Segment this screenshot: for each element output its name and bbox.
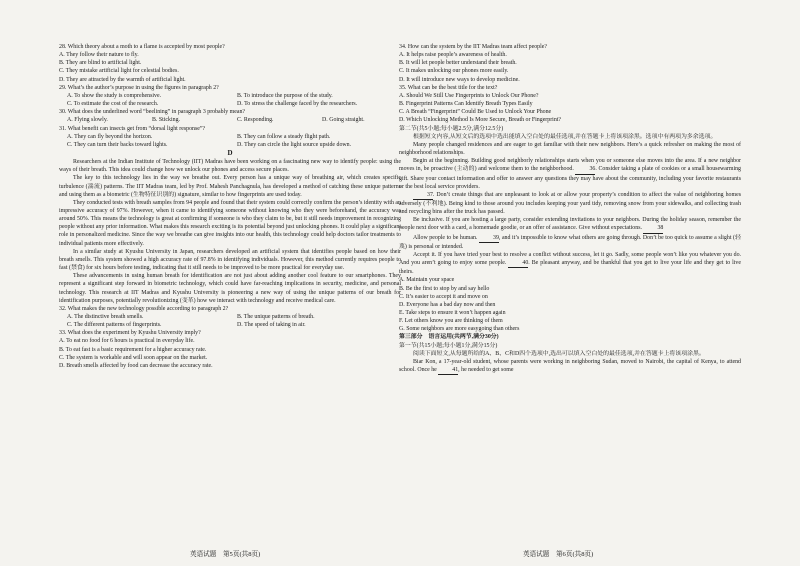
blank-37: 37 xyxy=(413,191,433,200)
option: E. Take steps to ensure it won’t happen again xyxy=(399,310,506,316)
question-35 xyxy=(399,84,741,125)
question-stem: 32. What makes the new technology possible according to paragraph 2? xyxy=(59,305,229,312)
option: F. Let others know you are thinking of them xyxy=(399,318,503,325)
option: D. Everyone has a bad day now and then xyxy=(399,301,496,308)
paragraph: The key to this technology lies in the way we breathe out. Every person has a unique way of breathing air, which creates specific turbulence (湍流) patterns. The IIT Madras team, led by Prof. Mahesh Panchagnula, has developed a method of catching these unique patterns and using them as a biometric (生物特征识别的) signature, similar to how fingerprints are used today. xyxy=(59,175,401,198)
paragraph xyxy=(399,216,741,233)
option: D. It will introduce new ways to develop medicine. xyxy=(399,76,520,83)
question-34 xyxy=(399,43,741,84)
paragraph: They conducted tests with breath samples from 94 people and found that their system could correctly confirm the person’s identity with an impressive accuracy of 97%. However, when it came to identifying someone without knowing who they were beforehand, the accuracy was around 50%. This means the technology is great at confirming if someone is who they claim to be, but it still needs improvement in recognizing people without any prior information. What makes this research exciting is its potential beyond just unlocking phones. It could play a significant role in personalized medicine. Since the way we breathe can give insights into our health, this technology could help doctors tailor treatments to individual patients more effectively. xyxy=(59,199,401,247)
option: A. Should We Still Use Fingerprints to Unlock Our Phone? xyxy=(399,92,539,99)
section-heading: 第二节(共5小题;每小题2.5分,满分12.5分) xyxy=(399,125,504,132)
option: D. Which Unlocking Method Is More Secure, Breath or Fingerprint? xyxy=(399,117,562,124)
option: A. Flying slowly. xyxy=(67,117,108,124)
question-stem: 31. What benefit can insects get from “dorsal light response”? xyxy=(59,125,206,132)
option: D. They can circle the light source upside down. xyxy=(237,141,352,148)
section-instruction: 阅读下面短文,从每题所给的A、B、C和D四个选项中,选出可以填入空白处的最佳选项,并在答题卡上将该项涂黑。 xyxy=(413,350,705,357)
option: C. They mistake artificial light for celestial bodies. xyxy=(59,68,179,75)
question-32 xyxy=(59,305,401,329)
option: B. To introduce the purpose of the study. xyxy=(237,92,333,99)
option: A. It helps raise people’s awareness of health. xyxy=(399,52,507,59)
paragraph-text: Begin at the beginning. Building good neighborly relationships starts when you or someone else moves into the area. If a new neighbor moves in, be proactive (主动的) and welcome them to the neighborhood. xyxy=(399,158,741,173)
paragraph-text: , and it’s impossible to know what others are going through. Don’t be too quick to assume a slight (轻蔑) is personal or intended. xyxy=(399,234,741,250)
option: C. It’s easier to accept it and move on xyxy=(399,293,488,300)
question-30 xyxy=(59,108,401,124)
paragraph-text: Accept it. If you have tried your best to resolve a conflict without success, let it go. Sadly, some people won’t like you whatever you do. And you aren’t going to enjoy some people. xyxy=(399,251,741,267)
option: B. Fingerprint Patterns Can Identify Breath Types Easily xyxy=(399,101,533,108)
question-33 xyxy=(59,329,401,370)
option: C. The system is workable and will soon appear on the market. xyxy=(59,354,208,361)
paragraph xyxy=(399,358,741,375)
option: D. Going straight. xyxy=(322,117,365,124)
passage-title: D xyxy=(227,149,233,158)
option: D. To stress the challenge faced by the researchers. xyxy=(237,101,358,108)
page-footer: 英语试题 第5页(共8页) xyxy=(190,551,261,558)
section-instruction: 根据短文内容,从短文后的选项中选出能填入空白处的最佳选项,并在答题卡上将该项涂黑。选项中有两项为多余选项。 xyxy=(413,133,717,140)
left-column xyxy=(59,43,401,535)
blank-40: 40 xyxy=(508,259,528,268)
answer-options xyxy=(399,276,741,333)
option: B. To eat fast is a basic requirement for a higher accuracy rate. xyxy=(59,346,207,353)
option: C. Responding. xyxy=(237,117,274,124)
option: C. The different patterns of fingerprints. xyxy=(67,322,162,329)
option: C. A Breath “Fingerprint” Could Be Used to Unlock Your Phone xyxy=(399,109,552,116)
option: B. Be the first to stop by and say hello xyxy=(399,285,490,292)
blank-39: 39 xyxy=(479,234,499,243)
question-31 xyxy=(59,125,401,149)
paragraph: Many people changed residences and are eager to get familiar with their new neighbors. Here’s a quick refresher on making the most of neighborhood relationships. xyxy=(399,141,741,157)
paragraph xyxy=(399,157,741,191)
question-stem: 29. What’s the author’s purpose in using the figures in paragraph 2? xyxy=(59,84,219,91)
blank-38: 38 xyxy=(643,224,663,233)
option: B. They can follow a steady flight path. xyxy=(237,133,331,140)
question-stem: 34. How can the system by the IIT Madras team affect people? xyxy=(399,44,547,50)
blank-41: 41 xyxy=(438,366,458,375)
option: B. The unique patterns of breath. xyxy=(237,314,315,320)
paragraph: Researchers at the Indian Institute of Technology (IIT) Madras have been working on a fascinating new way to identify people: using the ways of their breath. This idea could change how we unlock our phones and access secure places. xyxy=(59,159,401,174)
option: B. They are blind to artificial light. xyxy=(59,60,142,67)
section-heading: 第一节(共15小题;每小题1分,满分15分) xyxy=(399,342,498,349)
option: B. It will let people better understand their breath. xyxy=(399,60,517,67)
question-28 xyxy=(59,43,401,84)
question-stem: 28. Which theory about a moth to a flame is accepted by most people? xyxy=(59,44,225,50)
option: B. Sticking. xyxy=(152,117,180,124)
option: A. Maintain your space xyxy=(399,277,455,284)
paragraph-text: Be inclusive. If you are hosting a large party, consider extending invitations to your neighbors. During the holiday season, remember the people next door with a card, a homemade goodie, or an offer of assistance. Give without expectations. xyxy=(399,217,741,232)
paragraph-text: Biar Kon, a 17-year-old student, whose parents were working in neighboring Sudan, moved to Nairobi, the capital of Kenya, to attend school. Once he xyxy=(399,358,741,374)
paragraph-text: . Consider taking a plate of cookies or a small housewarming gift. Share your contact information and offer to answer any questions they may have about the community, including your favorite restaurants or the best local service providers. xyxy=(399,166,741,190)
page-footer: 英语试题 第6页(共8页) xyxy=(523,551,594,558)
blank-36: 36 xyxy=(575,165,595,174)
option: A. They can fly beyond the horizon. xyxy=(67,133,153,140)
paragraph-text: . Be pleasant anyway, and be thankful that you get to live your life and they get to live theirs. xyxy=(399,260,741,276)
option: G. Some neighbors are more easygoing than others xyxy=(399,326,520,333)
paragraph xyxy=(399,251,741,276)
paragraph xyxy=(399,191,741,216)
paragraph-text: , he needed to get some xyxy=(458,367,514,374)
paragraph: In a similar study at Kyushu University in Japan, researchers developed an artificial system that identifies people based on how their breath smells. This system showed a high accuracy rate of 97.8% in identifying individuals. However, this method currently requires people to fast (禁食) for six hours before testing, indicating that it still needs to be improved to be more practical for everyday use. xyxy=(59,248,401,272)
option: A. To show the study is comprehensive. xyxy=(67,92,162,99)
option: C. To estimate the cost of the research. xyxy=(67,101,159,108)
question-stem: 35. What can be the best title for the text? xyxy=(399,84,498,91)
paragraph xyxy=(399,234,741,251)
option: C. They can turn their backs toward lights. xyxy=(67,141,168,148)
paragraph-text: Allow people to be human. xyxy=(413,234,478,241)
option: A. They follow their nature to fly. xyxy=(59,52,139,59)
part-heading: 第三部分 语言运用(共两节,满分30分) xyxy=(399,334,499,341)
question-29 xyxy=(59,84,401,108)
option: C. It makes unlocking our phones more easily. xyxy=(399,68,509,75)
right-column xyxy=(399,43,741,535)
option: A. The distinctive breath smells. xyxy=(67,314,144,320)
paragraph: These advancements in using human breath for identification are not just about adding another cool feature to our smartphones. They represent a significant step forward in biometric technology, which could have far-reaching implications in security, medicine, and personal technology. This research at IIT Madras and Kyushu University is pioneering a new way of using the unique patterns of our breath for identification purposes, potentially revolutionizing (变革) how we interact with technology and receive medical care. xyxy=(59,273,401,304)
passage-d xyxy=(59,158,401,305)
question-stem: 33. What does the experiment by Kyushu University imply? xyxy=(59,330,201,337)
option: D. Breath smells affected by food can decrease the accuracy rate. xyxy=(59,362,213,369)
question-stem: 30. What does the underlined word “beelining” in paragraph 3 probably mean? xyxy=(59,109,246,116)
option: D. They are attracted by the warmth of artificial light. xyxy=(59,76,186,83)
paragraph-text: . Don’t create things that are unpleasant to look at or allow your property’s condition to affect the value of neighboring homes adversely (不利地). Being kind to those around you includes keeping your yard tidy, removing snow from your sidewalks, and collecting trash and recycling bins after the truck has passed. xyxy=(399,191,741,216)
option: D. The speed of taking in air. xyxy=(237,322,306,329)
option: A. To eat no food for 6 hours is practical in everyday life. xyxy=(59,338,195,345)
